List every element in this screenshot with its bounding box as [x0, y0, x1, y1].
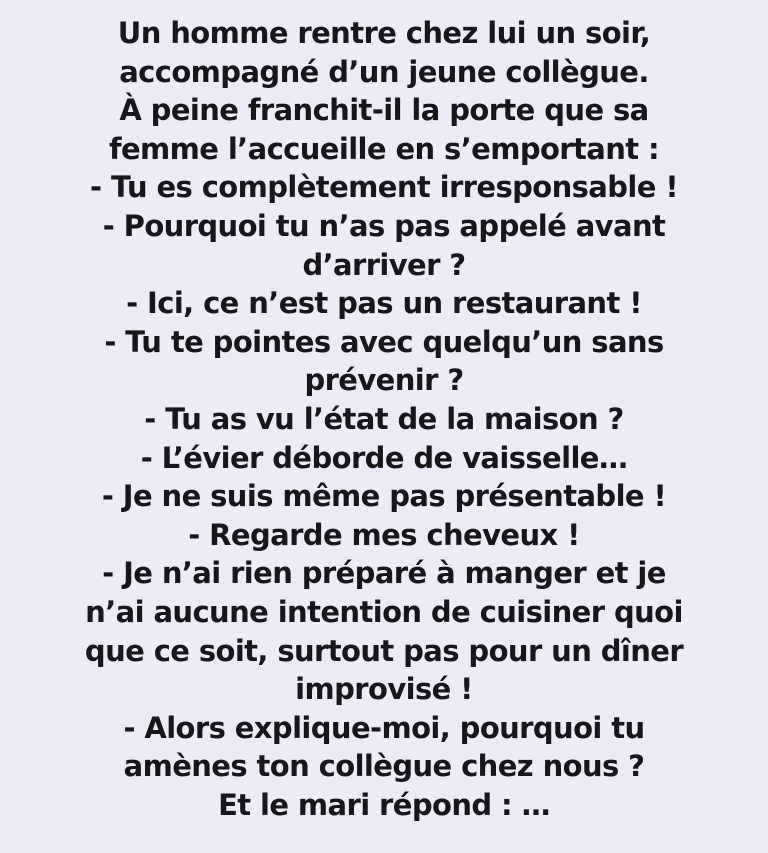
- joke-line: - Pourquoi tu n’as pas appelé avant: [102, 208, 666, 243]
- joke-line: accompagné d’un jeune collègue.: [119, 54, 649, 89]
- joke-text: [14, 14, 754, 824]
- joke-line: - Ici, ce n’est pas un restaurant !: [126, 286, 642, 321]
- joke-line: - Je n’ai rien préparé à manger et je: [102, 556, 666, 591]
- joke-line: n’ai aucune intention de cuisiner quoi: [85, 594, 683, 629]
- joke-line: - L’évier déborde de vaisselle…: [140, 440, 628, 475]
- joke-line: Et le mari répond : …: [218, 787, 550, 822]
- joke-line: - Tu te pointes avec quelqu’un sans: [104, 324, 664, 359]
- joke-line: - Tu as vu l’état de la maison ?: [144, 401, 624, 436]
- joke-line: À peine franchit-il la porte que sa: [119, 93, 649, 128]
- joke-line: amènes ton collègue chez nous ?: [123, 749, 645, 784]
- joke-line: d’arriver ?: [302, 247, 466, 282]
- joke-line: - Je ne suis même pas présentable !: [101, 479, 667, 514]
- joke-line: femme l’accueille en s’emportant :: [108, 131, 660, 166]
- joke-line: - Alors explique-moi, pourquoi tu: [123, 710, 645, 745]
- joke-line: - Regarde mes cheveux !: [188, 517, 580, 552]
- joke-line: prévenir ?: [304, 363, 464, 398]
- joke-line: Un homme rentre chez lui un soir,: [117, 16, 651, 50]
- joke-line: que ce soit, surtout pas pour un dîner: [84, 633, 684, 668]
- joke-line: improvisé !: [295, 672, 473, 707]
- joke-line: - Tu es complètement irresponsable !: [90, 170, 678, 205]
